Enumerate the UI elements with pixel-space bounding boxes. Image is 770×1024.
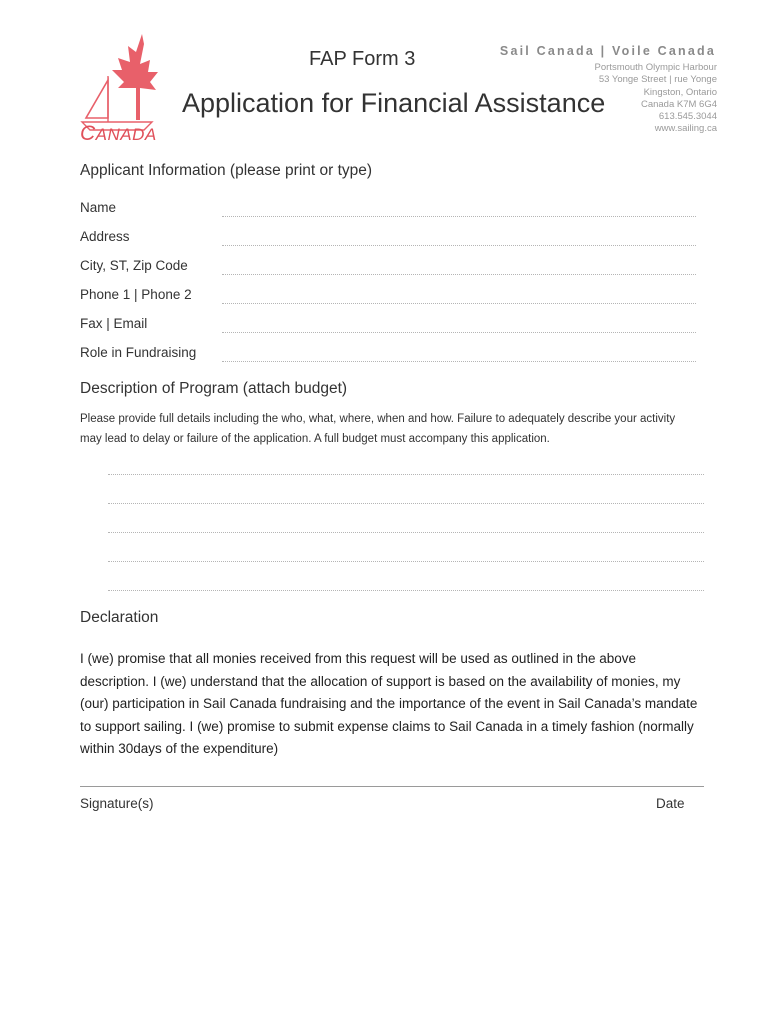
- description-line[interactable]: [108, 532, 704, 533]
- city-st-zip-field[interactable]: [222, 274, 696, 275]
- description-line[interactable]: [108, 561, 704, 562]
- page-title: Application for Financial Assistance: [182, 88, 606, 118]
- website-link[interactable]: www.sailing.ca: [654, 123, 717, 135]
- city-st-zip-label: City, ST, Zip Code: [80, 258, 188, 273]
- signature-label: Signature(s): [80, 796, 154, 811]
- applicant-section-heading: Applicant Information (please print or type): [80, 162, 373, 179]
- address-line: Kingston, Ontario: [643, 86, 717, 98]
- name-label: Name: [80, 200, 117, 215]
- phone-line: 613.545.3044: [658, 111, 717, 123]
- address-line: Canada K7M 6G4: [640, 98, 717, 110]
- description-line[interactable]: [108, 590, 704, 591]
- phone-label: Phone 1 | Phone 2: [80, 287, 192, 302]
- description-section-heading: Description of Program (attach budget): [80, 380, 348, 397]
- phone-field[interactable]: [222, 303, 696, 304]
- role-field[interactable]: [222, 361, 696, 362]
- declaration-text: I (we) promise that all monies received from this request will be used as outlined in the above description. I (we) understand that the allocation of support is based on the availability of monies, my (our) participation in Sail Canada fundraising and the importance of the event in Sail Canada’s mandate to support sailing. I (we) promise to submit expense claims to Sail Canada in a timely fashion (normally within 30days of the expenditure): [80, 651, 698, 756]
- address-field[interactable]: [222, 245, 696, 246]
- role-label: Role in Fundraising: [80, 345, 197, 360]
- address-line: 53 Yonge Street | rue Yonge: [598, 74, 717, 86]
- fax-email-label: Fax | Email: [80, 316, 148, 331]
- description-instructions: Please provide full details including the who, what, where, when and how. Failure to adequately describe your activity may lead to delay or failure of the application. A full budget must accompany this application.: [80, 413, 676, 445]
- name-field[interactable]: [222, 216, 696, 217]
- description-line[interactable]: [108, 474, 704, 475]
- address-line: Portsmouth Olympic Harbour: [594, 62, 717, 73]
- form-number: FAP Form 3: [309, 48, 416, 70]
- address-label: Address: [80, 229, 130, 244]
- description-line[interactable]: [108, 503, 704, 504]
- date-label: Date: [656, 796, 685, 811]
- logo-wordmark: CANADA: [80, 122, 157, 145]
- organization-address: [540, 62, 717, 136]
- declaration-section-heading: Declaration: [80, 609, 159, 626]
- fax-email-field[interactable]: [222, 332, 696, 333]
- organization-name: Sail Canada | Voile Canada: [499, 44, 716, 58]
- signature-field[interactable]: [80, 786, 704, 787]
